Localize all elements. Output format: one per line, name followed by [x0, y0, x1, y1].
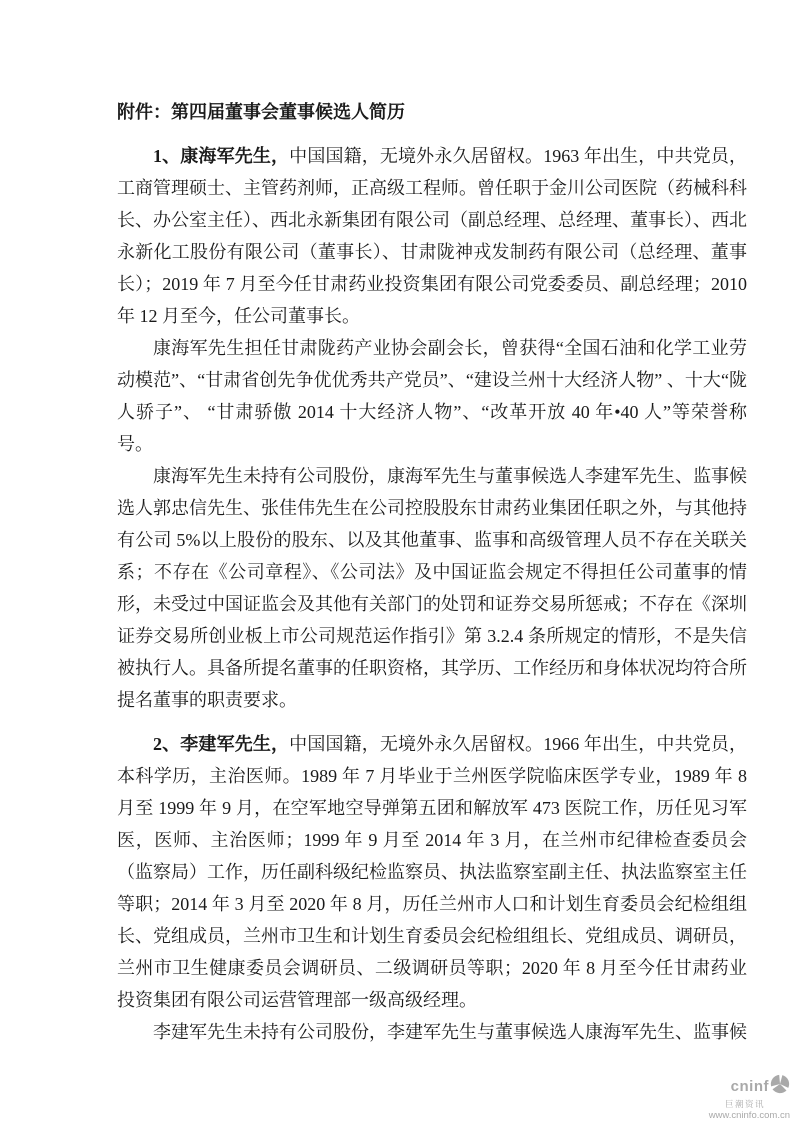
document-paragraphs	[117, 140, 747, 1048]
paragraph	[117, 1016, 747, 1048]
document-title: 附件：第四届董事会董事候选人简历	[117, 102, 405, 122]
cninfo-watermark	[690, 1074, 790, 1120]
paragraph	[117, 460, 747, 716]
watermark-logo-row	[690, 1074, 790, 1098]
paragraph-text: 康海军先生未持有公司股份，康海军先生与董事候选人李建军先生、监事候选人郭忠信先生、张佳伟先生在公司控股股东甘肃药业集团任职之外，与其他持有公司 5%以上股份的股东、以及其他董事、监事和高级管理人员不存在关联关系；不存在《公司章程》、《公司法》及中国证监会规定不得担任公司董事的情形，未受过中国证监会及其他有关部门的处罚和证券交易所惩戒；不存在《深圳证券交易所创业板上市公司规范运作指引》第 3.2.4 条所规定的情形，不是失信被执行人。具备所提名董事的任职资格，其学历、工作经历和身体状况均符合所提名董事的职责要求。	[117, 466, 747, 710]
paragraph	[117, 728, 747, 1016]
paragraph-text: 中国国籍，无境外永久居留权。1966 年出生，中共党员，本科学历，主治医师。1989 年 7 月毕业于兰州医学院临床医学专业，1989 年 8 月至 1999 年 9 月，在空军地空导弹第五团和解放军 473 医院工作，历任见习军医，医师、主治医师；1999 年 9 月至 2014 年 3 月，在兰州市纪律检查委员会（监察局）工作，历任副科级纪检监察员、执法监察室副主任、执法监察室主任等职；2014 年 3 月至 2020 年 8 月，历任兰州市人口和计划生育委员会纪检组组长、党组成员，兰州市卫生和计划生育委员会纪检组组长、党组成员、调研员，兰州市卫生健康委员会调研员、二级调研员等职；2020 年 8 月至今任甘肃药业投资集团有限公司运营管理部一级高级经理。	[117, 734, 748, 1010]
paragraph	[117, 332, 747, 460]
paragraph-text: 中国国籍，无境外永久居留权。1963 年出生，中共党员，工商管理硕士、主管药剂师，正高级工程师。曾任职于金川公司医院（药械科科长、办公室主任）、西北永新集团有限公司（副总经理、总经理、董事长）、西北永新化工股份有限公司（董事长）、甘肃陇神戎发制药有限公司（总经理、董事长）；2019 年 7 月至今任甘肃药业投资集团有限公司党委委员、副总经理；2010 年 12 月至今，任公司董事长。	[117, 146, 748, 326]
paragraph-lead: 2、李建军先生，	[153, 734, 290, 754]
cninfo-logo-text: cninf	[730, 1077, 769, 1095]
cninfo-pinwheel-icon	[770, 1074, 790, 1098]
paragraph-text: 李建军先生未持有公司股份，李建军先生与董事候选人康海军先生、监事候	[153, 1022, 747, 1042]
paragraph-lead: 1、康海军先生，	[153, 146, 290, 166]
paragraph-text: 康海军先生担任甘肃陇药产业协会副会长，曾获得“全国石油和化学工业劳动模范”、“甘肃省创先争优优秀共产党员”、“建设兰州十大经济人物” 、十大“陇人骄子”、 “甘肃骄傲 2014 十大经济人物”、“改革开放 40 年•40 人”等荣誉称号。	[117, 338, 747, 454]
watermark-url: www.cninfo.com.cn	[708, 1109, 790, 1121]
watermark-brand-name: 巨潮资讯	[724, 1099, 765, 1109]
paragraph	[117, 140, 747, 332]
document-content	[117, 96, 747, 1048]
